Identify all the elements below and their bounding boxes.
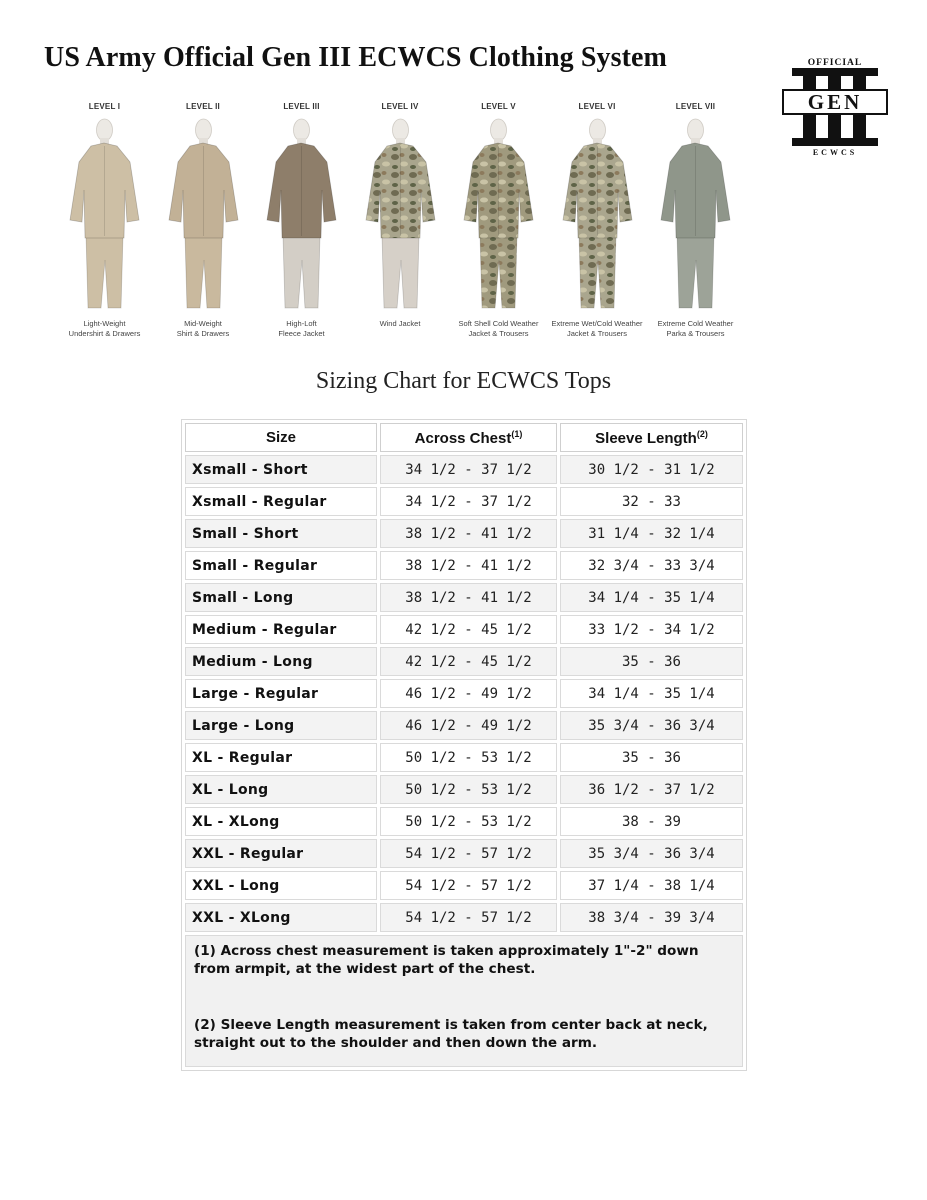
level-caption: Mid-Weight Shirt & Drawers bbox=[176, 319, 230, 338]
table-row bbox=[185, 455, 743, 484]
level-item bbox=[252, 102, 351, 347]
sleeve-length-cell: 35 3/4 - 36 3/4 bbox=[560, 839, 743, 868]
size-cell: XL - XLong bbox=[185, 807, 377, 836]
garment-image bbox=[650, 116, 741, 312]
size-cell: XXL - XLong bbox=[185, 903, 377, 932]
level-label: LEVEL VII bbox=[675, 102, 716, 111]
footnote-marker: (2) bbox=[696, 428, 708, 439]
across-chest-cell: 42 1/2 - 45 1/2 bbox=[380, 615, 557, 644]
size-cell: Large - Long bbox=[185, 711, 377, 740]
table-row bbox=[185, 871, 743, 900]
level-item bbox=[55, 102, 154, 347]
sleeve-length-cell: 30 1/2 - 31 1/2 bbox=[560, 455, 743, 484]
sleeve-length-cell: 36 1/2 - 37 1/2 bbox=[560, 775, 743, 804]
note-sleeve-length: (2) Sleeve Length measurement is taken from center back at neck, straight out to the shoulder and then down the arm. bbox=[194, 1017, 708, 1051]
sleeve-length-cell: 35 - 36 bbox=[560, 743, 743, 772]
level-caption: Soft Shell Cold Weather Jacket & Trousers bbox=[458, 319, 539, 338]
size-cell: Xsmall - Regular bbox=[185, 487, 377, 516]
sleeve-length-cell: 32 - 33 bbox=[560, 487, 743, 516]
sleeve-length-cell: 34 1/4 - 35 1/4 bbox=[560, 679, 743, 708]
size-cell: Medium - Long bbox=[185, 647, 377, 676]
clothing-levels bbox=[55, 102, 745, 347]
table-row bbox=[185, 775, 743, 804]
column-header-sleeve-length bbox=[560, 423, 743, 452]
level-caption: Wind Jacket bbox=[379, 319, 421, 328]
size-cell: XXL - Long bbox=[185, 871, 377, 900]
column-header-label: Size bbox=[265, 429, 296, 446]
level-label: LEVEL III bbox=[283, 102, 320, 111]
table-row bbox=[185, 551, 743, 580]
size-cell: Large - Regular bbox=[185, 679, 377, 708]
level-caption: Extreme Wet/Cold Weather Jacket & Trousers bbox=[551, 319, 643, 338]
level-item bbox=[646, 102, 745, 347]
across-chest-cell: 38 1/2 - 41 1/2 bbox=[380, 551, 557, 580]
sleeve-length-cell: 38 3/4 - 39 3/4 bbox=[560, 903, 743, 932]
garment-image bbox=[158, 116, 249, 312]
sleeve-length-cell: 34 1/4 - 35 1/4 bbox=[560, 583, 743, 612]
level-item bbox=[548, 102, 647, 347]
column-header-size bbox=[185, 423, 377, 452]
across-chest-cell: 54 1/2 - 57 1/2 bbox=[380, 903, 557, 932]
logo-bottom-text: ECWCS bbox=[812, 148, 858, 156]
table-notes-row bbox=[185, 935, 743, 1067]
size-cell: XL - Long bbox=[185, 775, 377, 804]
sizing-chart-title: Sizing Chart for ECWCS Tops bbox=[315, 368, 612, 394]
size-cell: Medium - Regular bbox=[185, 615, 377, 644]
column-header-across-chest bbox=[380, 423, 557, 452]
logo-top-text: OFFICIAL bbox=[807, 58, 863, 68]
level-caption: High-Loft Fleece Jacket bbox=[278, 319, 325, 338]
across-chest-cell: 50 1/2 - 53 1/2 bbox=[380, 775, 557, 804]
footnote-marker: (1) bbox=[511, 428, 523, 439]
table-row bbox=[185, 519, 743, 548]
table-row bbox=[185, 743, 743, 772]
across-chest-cell: 46 1/2 - 49 1/2 bbox=[380, 679, 557, 708]
across-chest-cell: 34 1/2 - 37 1/2 bbox=[380, 455, 557, 484]
sleeve-length-cell: 32 3/4 - 33 3/4 bbox=[560, 551, 743, 580]
table-header-row bbox=[185, 423, 743, 452]
garment-image bbox=[256, 116, 347, 312]
across-chest-cell: 46 1/2 - 49 1/2 bbox=[380, 711, 557, 740]
table-row bbox=[185, 711, 743, 740]
size-cell: Xsmall - Short bbox=[185, 455, 377, 484]
across-chest-cell: 50 1/2 - 53 1/2 bbox=[380, 807, 557, 836]
table-row bbox=[185, 839, 743, 868]
level-item bbox=[154, 102, 253, 347]
size-cell: Small - Short bbox=[185, 519, 377, 548]
level-item bbox=[449, 102, 548, 347]
garment-image bbox=[59, 116, 150, 312]
gen-iii-logo bbox=[780, 56, 890, 156]
level-label: LEVEL V bbox=[481, 102, 516, 111]
garment-image bbox=[355, 116, 446, 312]
sizing-table bbox=[182, 420, 746, 1070]
level-label: LEVEL IV bbox=[381, 102, 419, 111]
level-label: LEVEL II bbox=[186, 102, 220, 111]
across-chest-cell: 54 1/2 - 57 1/2 bbox=[380, 871, 557, 900]
garment-image bbox=[552, 116, 643, 312]
across-chest-cell: 42 1/2 - 45 1/2 bbox=[380, 647, 557, 676]
table-body bbox=[185, 455, 743, 932]
table-row bbox=[185, 679, 743, 708]
sleeve-length-cell: 37 1/4 - 38 1/4 bbox=[560, 871, 743, 900]
across-chest-cell: 54 1/2 - 57 1/2 bbox=[380, 839, 557, 868]
across-chest-cell: 38 1/2 - 41 1/2 bbox=[380, 519, 557, 548]
table-row bbox=[185, 647, 743, 676]
garment-image bbox=[453, 116, 544, 312]
measurement-notes bbox=[185, 935, 743, 1067]
size-cell: XXL - Regular bbox=[185, 839, 377, 868]
table-row bbox=[185, 615, 743, 644]
gen-iii-logo-graphic bbox=[780, 56, 890, 156]
note-across-chest: (1) Across chest measurement is taken approximately 1"-2" down from armpit, at the widest part of the chest. bbox=[194, 943, 699, 977]
column-header-label: Sleeve Length bbox=[595, 429, 697, 447]
across-chest-cell: 50 1/2 - 53 1/2 bbox=[380, 743, 557, 772]
level-caption: Light-Weight Undershirt & Drawers bbox=[68, 319, 141, 338]
logo-middle-text: GEN bbox=[807, 90, 863, 114]
sleeve-length-cell: 38 - 39 bbox=[560, 807, 743, 836]
level-label: LEVEL I bbox=[88, 102, 121, 111]
sleeve-length-cell: 31 1/4 - 32 1/4 bbox=[560, 519, 743, 548]
across-chest-cell: 34 1/2 - 37 1/2 bbox=[380, 487, 557, 516]
table-row bbox=[185, 487, 743, 516]
size-cell: Small - Long bbox=[185, 583, 377, 612]
sleeve-length-cell: 33 1/2 - 34 1/2 bbox=[560, 615, 743, 644]
level-label: LEVEL VI bbox=[578, 102, 616, 111]
table-row bbox=[185, 903, 743, 932]
sleeve-length-cell: 35 3/4 - 36 3/4 bbox=[560, 711, 743, 740]
size-cell: XL - Regular bbox=[185, 743, 377, 772]
table-row bbox=[185, 583, 743, 612]
sleeve-length-cell: 35 - 36 bbox=[560, 647, 743, 676]
across-chest-cell: 38 1/2 - 41 1/2 bbox=[380, 583, 557, 612]
column-header-label: Across Chest bbox=[414, 429, 512, 447]
table-row bbox=[185, 807, 743, 836]
page-title: US Army Official Gen III ECWCS Clothing System bbox=[44, 42, 667, 73]
size-cell: Small - Regular bbox=[185, 551, 377, 580]
level-caption: Extreme Cold Weather Parka & Trousers bbox=[657, 319, 734, 338]
level-item bbox=[351, 102, 450, 347]
